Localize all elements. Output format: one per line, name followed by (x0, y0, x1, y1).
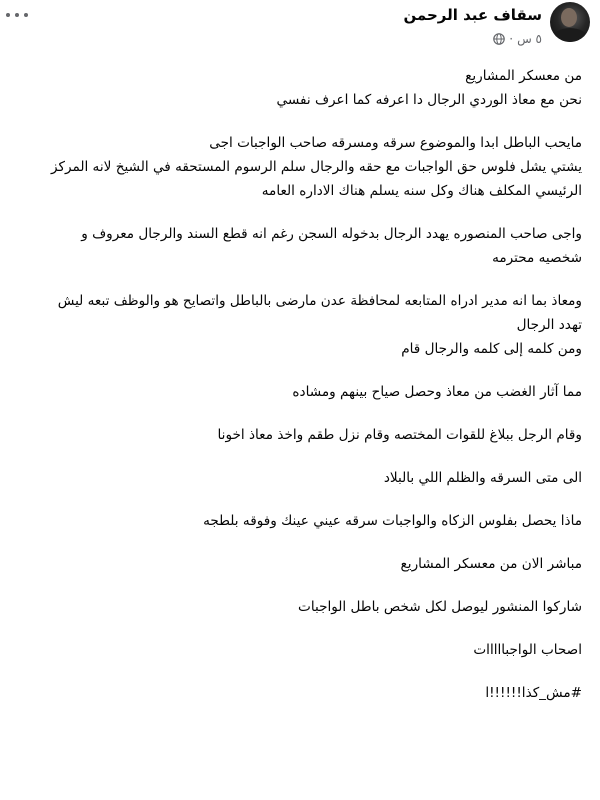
post-time[interactable]: ٥ س (517, 32, 542, 46)
post-paragraph (10, 380, 582, 404)
post-paragraph (10, 595, 582, 619)
post-text-line: ومن كلمه إلى كلمه والرجال قام (401, 341, 582, 357)
post-paragraph (10, 638, 582, 662)
post-text-line: ومعاذ بما انه مدير ادراه المتابعه لمحافظة عدن مارضى بالباطل واتصايح هو والوظف تبعه ليش (57, 293, 582, 309)
post-meta (493, 32, 542, 46)
avatar-shoulders (553, 28, 587, 42)
post-text-line: مباشر الان من معسكر المشاريع (400, 556, 582, 572)
post-header (0, 0, 600, 60)
globe-icon[interactable] (493, 33, 505, 45)
post-paragraph (10, 423, 582, 447)
meta-separator: · (509, 32, 514, 46)
more-options-icon[interactable] (6, 8, 28, 22)
post-paragraph (10, 681, 582, 705)
avatar-face (561, 8, 577, 27)
post-text-line: من معسكر المشاريع (465, 68, 582, 84)
post-paragraph (10, 64, 582, 112)
post-text-line: الى متى السرقه والظلم اللي بالبلاد (383, 470, 582, 486)
post-paragraph (10, 552, 582, 576)
author-name[interactable]: سقاف عبد الرحمن (403, 6, 542, 24)
post-text-line: تهدد الرجال (516, 317, 582, 333)
author-avatar[interactable] (550, 2, 590, 42)
post-paragraph (10, 466, 582, 490)
post-paragraph (10, 131, 582, 203)
hashtag-link[interactable]: #مش_كذا!!!!!!ا (485, 685, 582, 701)
post-text-line: شخصيه محترمه (492, 250, 582, 266)
post-text-line: وقام الرجل ببلاغ للقوات المختصه وقام نزل طقم واخذ معاذ اخونا (217, 427, 582, 443)
post-text-line: اصحاب الواجبااااات (473, 642, 582, 658)
post-text-line: الرئيسي المكلف هناك وكل سنه يسلم هناك الاداره العامه (261, 183, 582, 199)
post-text-line: نحن مع معاذ الوردي الرجال دا اعرفه كما اعرف نفسي (276, 92, 582, 108)
post-paragraph (10, 289, 582, 361)
post-text-line: واجى صاحب المنصوره يهدد الرجال بدخوله السجن رغم انه قطع السند والرجال معروف و (81, 226, 582, 242)
post-text-line: شاركوا المنشور ليوصل لكل شخص باطل الواجبات (298, 599, 582, 615)
post-body (10, 64, 582, 724)
post-text-line: ماذا يحصل بفلوس الزكاه والواجبات سرقه عيني عينك وفوقه بلطجه (203, 513, 582, 529)
post-paragraph (10, 509, 582, 533)
post-text-line: مما آثار الغضب من معاذ وحصل صياح بينهم ومشاده (292, 384, 582, 400)
post-paragraph (10, 222, 582, 270)
post-text-line: يشتي يشل فلوس حق الواجبات مع حقه والرجال سلم الرسوم المستحقه في الشيخ لانه المركز (50, 159, 582, 175)
post-text-line: مايحب الباطل ابدا والموضوع سرقه ومسرقه صاحب الواجبات اجى (209, 135, 582, 151)
